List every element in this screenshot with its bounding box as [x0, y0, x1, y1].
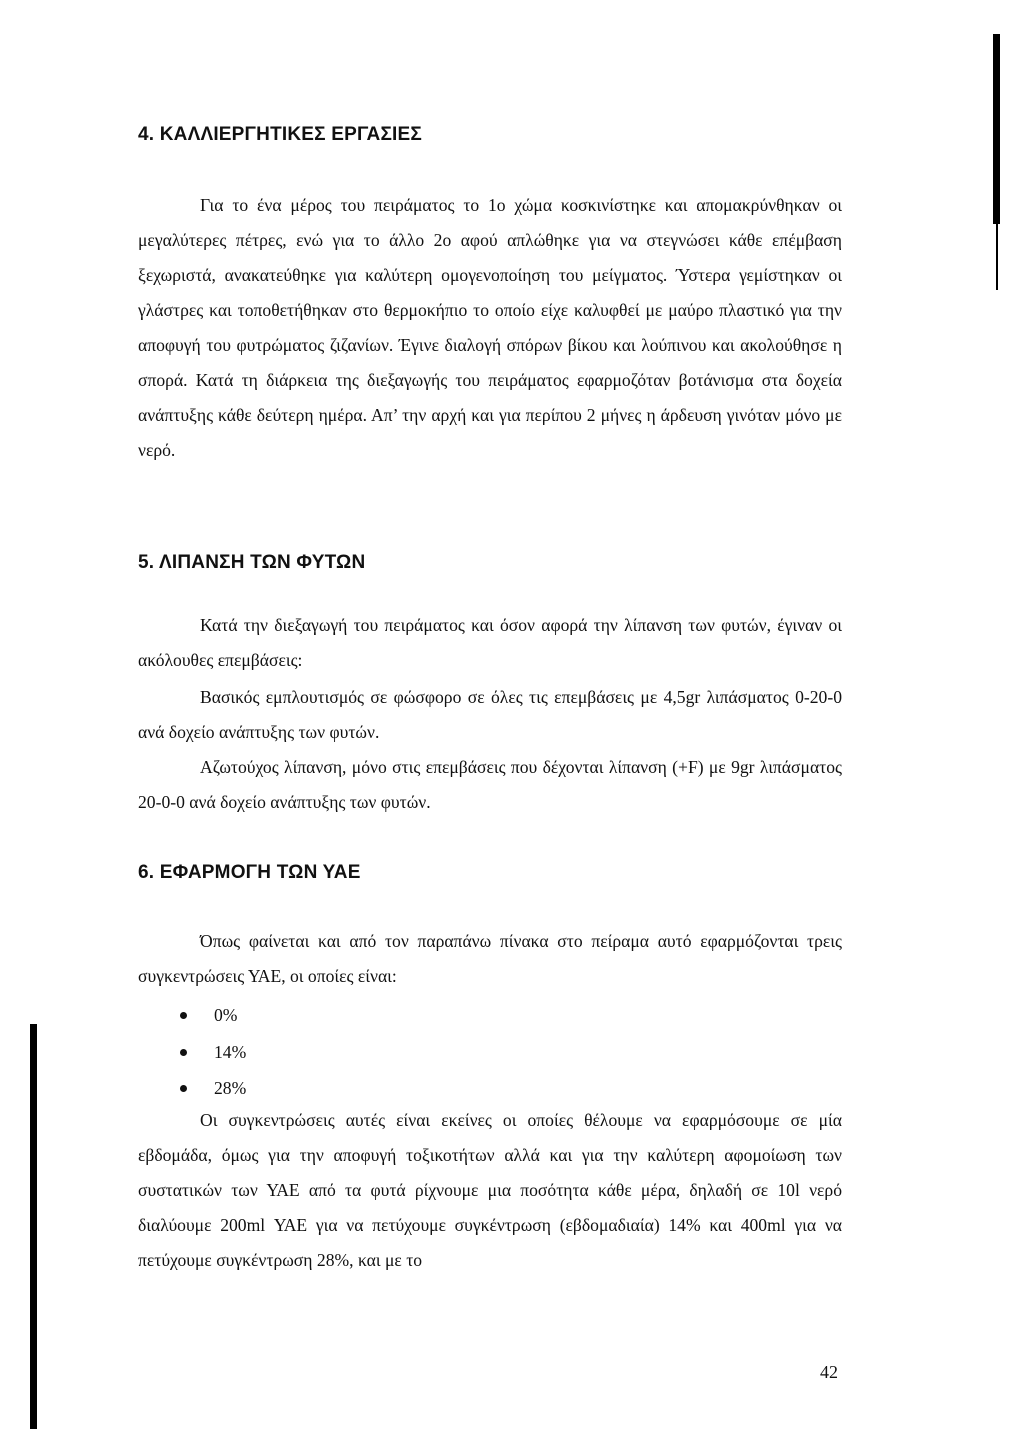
concentration-value: 28% — [214, 1078, 247, 1098]
bullet-icon — [180, 1012, 187, 1019]
list-item — [178, 997, 246, 1034]
scan-edge-bar-right — [993, 34, 1000, 224]
scan-edge-bar-left — [30, 1024, 37, 1429]
bullet-icon — [180, 1085, 187, 1092]
section-heading-fertilization: 5. ΛΙΠΑΝΣΗ ΤΩΝ ΦΥΤΩΝ — [138, 552, 366, 573]
concentration-list — [178, 997, 246, 1107]
cultivation-paragraph: Για το ένα μέρος του πειράματος το 1ο χώμα κοσκινίστηκε και απομακρύνθηκαν οι μεγαλύτερες πέτρες, ενώ για το άλλο 2ο αφού απλώθηκε για να στεγνώσει κάθε επέμβαση ξεχωριστά, ανακατεύθηκε για καλύτερη ομογενοποίηση του μείγματος. Ύστερα γεμίστηκαν οι γλάστρες και τοποθετήθηκαν στο θερμοκήπιο το οποίο είχε καλυφθεί με μαύρο πλαστικό για την αποφυγή του φυτρώματος ζιζανίων. Έγινε διαλογή σπόρων βίκου και λούπινου και ακολούθησε η σπορά. Κατά τη διάρκεια της διεξαγωγής του πειράματος εφαρμοζόταν βοτάνισμα στα δοχεία ανάπτυξης κάθε δεύτερη ημέρα. Απ’ την αρχή και για περίπου 2 μήνες η άρδευση γινόταν μόνο με νερό. — [138, 195, 842, 460]
fertilization-nitrogen: Αζωτούχος λίπανση, μόνο στις επεμβάσεις που δέχονται λίπανση (+F) με 9gr λιπάσματος 20-0-0 ανά δοχείο ανάπτυξης των φυτών. — [138, 757, 842, 812]
scan-edge-line-right — [996, 224, 998, 290]
list-item — [178, 1070, 246, 1107]
fertilization-basic: Βασικός εμπλουτισμός σε φώσφορο σε όλες τις επεμβάσεις με 4,5gr λιπάσματος 0-20-0 ανά δοχείο ανάπτυξης των φυτών. — [138, 687, 842, 742]
section-heading-cultivation: 4. ΚΑΛΛΙΕΡΓΗΤΙΚΕΣ ΕΡΓΑΣΙΕΣ — [138, 124, 423, 145]
concentration-value: 14% — [214, 1041, 247, 1062]
list-item — [178, 1034, 246, 1071]
application-intro: Όπως φαίνεται και από τον παραπάνω πίνακα στο πείραμα αυτό εφαρμόζονται τρεις συγκεντρώσεις ΥΑΕ, οι οποίες είναι: — [138, 931, 842, 986]
bullet-icon — [180, 1049, 187, 1056]
fertilization-intro: Κατά την διεξαγωγή του πειράματος και όσον αφορά την λίπανση των φυτών, έγιναν οι ακόλουθες επεμβάσεις: — [138, 615, 842, 670]
concentration-value: 0% — [214, 1005, 238, 1025]
application-paragraph: Οι συγκεντρώσεις αυτές είναι εκείνες οι οποίες θέλουμε να εφαρμόσουμε σε μία εβδομάδα, όμως για την αποφυγή τοξικοτήτων αλλά και για την καλύτερη αφομοίωση των συστατικών των ΥΑΕ από τα φυτά ρίχνουμε μια ποσότητα κάθε μέρα, δηλαδή σε 10l νερό διαλύουμε 200ml ΥΑΕ για να πετύχουμε συγκέντρωση (εβδομαδιαία) 14% και 400ml για να πετύχουμε συγκέντρωση 28%, και με το — [138, 1110, 842, 1270]
section-heading-application: 6. ΕΦΑΡΜΟΓΗ ΤΩΝ ΥΑΕ — [138, 862, 361, 883]
page-number: 42 — [820, 1362, 838, 1382]
